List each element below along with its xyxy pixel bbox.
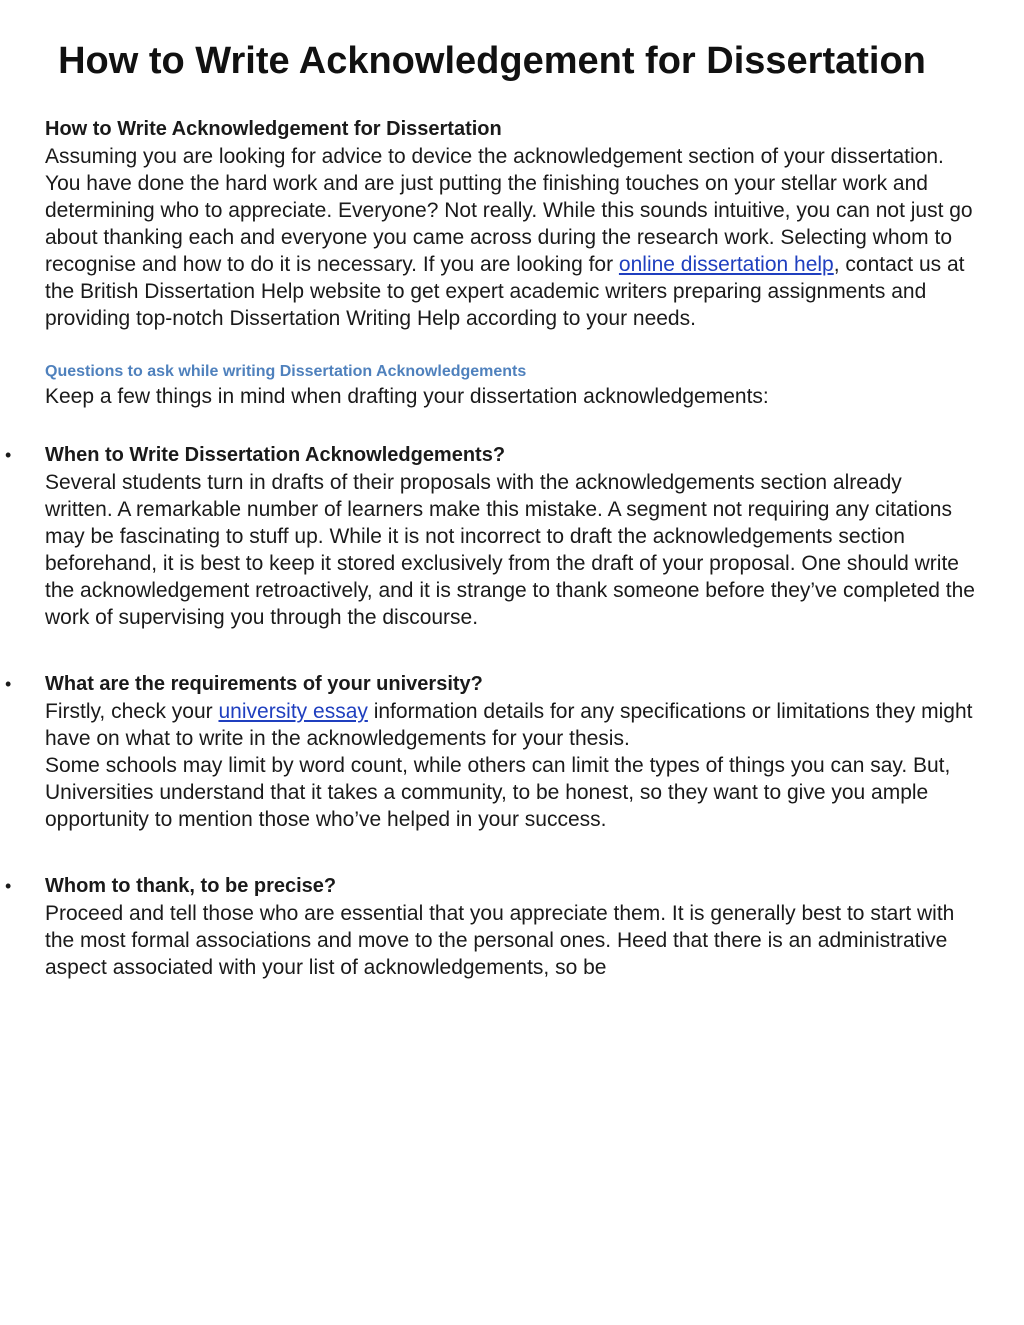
requirements-heading-text: What are the requirements of your university?: [45, 673, 483, 695]
whom-paragraph: Proceed and tell those who are essential that you appreciate them. It is generally best to start with the most formal associations and move to the personal ones. Heed that there is an administrative aspect associated with your list of acknowledgements, so be: [45, 902, 955, 979]
when-heading-text: When to Write Dissertation Acknowledgements?: [45, 444, 506, 466]
article-subtitle: How to Write Acknowledgement for Dissertation: [45, 118, 502, 140]
page-title: How to Write Acknowledgement for Dissertation: [58, 40, 926, 82]
requirements-text-start: Firstly, check your: [45, 700, 219, 723]
university-essay-link[interactable]: university essay: [218, 700, 368, 723]
bullet-heading-requirements: [5, 671, 975, 698]
requirements-paragraph-2: Some schools may limit by word count, while others can limit the types of things you can say. But, Universities understand that it takes a community, to be honest, so they want to give you ample opportunity to mention those who’ve helped in your success.: [45, 754, 951, 831]
intro-text-end: , contact us at the British Dissertation Help website to get expert academic writers preparing assignments and providing top-notch Dissertation Writing Help according to your needs.: [45, 253, 965, 330]
online-dissertation-help-link[interactable]: online dissertation help: [618, 253, 834, 276]
keep-in-mind-text: Keep a few things in mind when drafting your dissertation acknowledgements:: [45, 385, 769, 408]
bullet-heading-whom: [5, 873, 975, 900]
when-paragraph: Several students turn in drafts of their proposals with the acknowledgements section already written. A remarkable number of learners make this mistake. A segment not requiring any citations may be fascinating to stuff up. While it is not incorrect to draft the acknowledgements section beforehand, it is best to keep it stored exclusively from the draft of your proposal. One should write the acknowledgement retroactively, and it is strange to thank someone before they’ve completed the work of supervising you through the discourse.: [45, 471, 975, 629]
bullet-heading-when: [5, 442, 975, 469]
whom-heading-text: Whom to thank, to be precise?: [45, 875, 337, 897]
bullet-icon: •: [5, 876, 12, 896]
bullet-icon: •: [5, 674, 12, 694]
intro-text-start: Assuming you are looking for advice to device the acknowledgement section of your dissertation. You have done the hard work and are just putting the finishing touches on your stellar work and determining who to appreciate. Everyone? Not really. While this sounds intuitive, you can not just go about thanking each and everyone you came across during the research work. Selecting whom to recognise and how to do it is necessary. If you are looking for: [45, 145, 973, 276]
article-body: [5, 116, 975, 981]
intro-paragraph: [45, 143, 975, 332]
requirements-paragraph-1: [45, 698, 975, 752]
bullet-icon: •: [5, 445, 12, 465]
questions-heading: Questions to ask while writing Dissertation Acknowledgements: [45, 363, 527, 380]
requirements-text-end: information details for any specifications or limitations they might have on what to write in the acknowledgements for your thesis.: [45, 700, 973, 750]
